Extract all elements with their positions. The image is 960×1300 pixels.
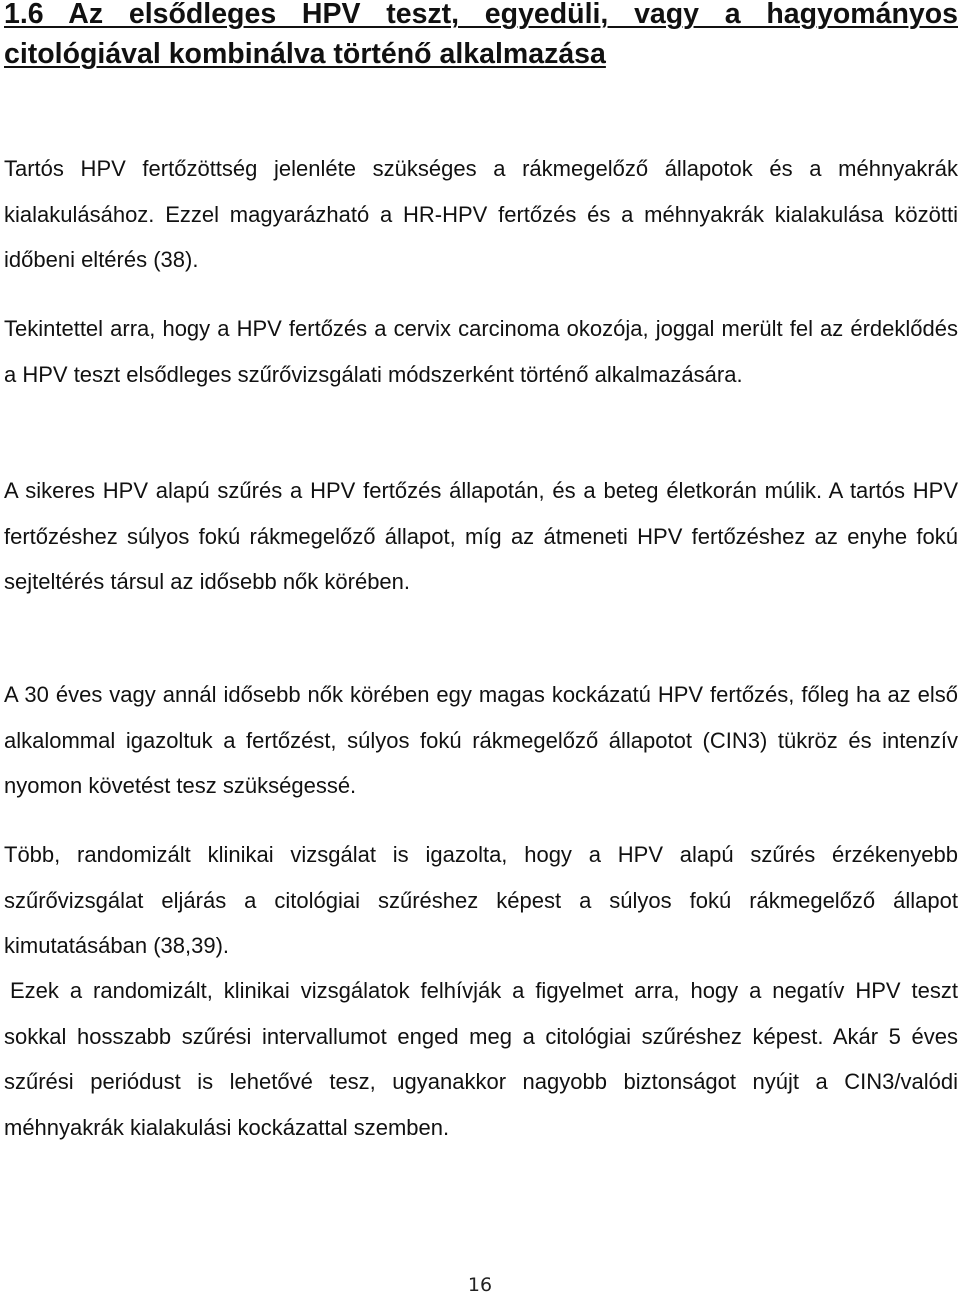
page-number: 16 [467,1274,493,1296]
paragraph-1: Tartós HPV fertőzöttség jelenléte szükséges a rákmegelőző állapotok és a méhnyakrák kialakulásához. Ezzel magyarázható a HR-HPV fertőzés és a méhnyakrák kialakulása közötti időbeni eltérés (38). [4,156,958,272]
paragraph-2: Tekintettel arra, hogy a HPV fertőzés a cervix carcinoma okozója, joggal merült fel az érdeklődés a HPV teszt elsődleges szűrővizsgálati módszerként történő alkalmazására. [4,316,958,387]
section-heading: 1.6 Az elsődleges HPV teszt, egyedüli, vagy a hagyományos citológiával kombinálva történő alkalmazása [4,0,958,70]
paragraph-3: A sikeres HPV alapú szűrés a HPV fertőzés állapotán, és a beteg életkorán múlik. A tartós HPV fertőzéshez súlyos fokú rákmegelőző állapot, míg az átmeneti HPV fertőzéshez az enyhe fokú sejteltérés társul az idősebb nők körében. [4,478,958,594]
paragraph-5: Több, randomizált klinikai vizsgálat is igazolta, hogy a HPV alapú szűrés érzékenyebb szűrővizsgálat eljárás a citológiai szűréshez képest a súlyos fokú rákmegelőző állapot kimutatásában (38,39). [4,842,958,958]
paragraph-6: Ezek a randomizált, klinikai vizsgálatok felhívják a figyelmet arra, hogy a negatív HPV teszt sokkal hosszabb szűrési intervallumot enged meg a citológiai szűréshez képest. Akár 5 éves szűrési periódust is lehetővé tesz, ugyanakkor nagyobb biztonságot nyújt a CIN3/valódi méhnyakrák kialakulási kockázattal szemben. [4,978,958,1140]
paragraph-4: A 30 éves vagy annál idősebb nők körében egy magas kockázatú HPV fertőzés, főleg ha az első alkalommal igazoltuk a fertőzést, súlyos fokú rákmegelőző állapotot (CIN3) tükröz és intenzív nyomon követést tesz szükségessé. [4,682,958,798]
